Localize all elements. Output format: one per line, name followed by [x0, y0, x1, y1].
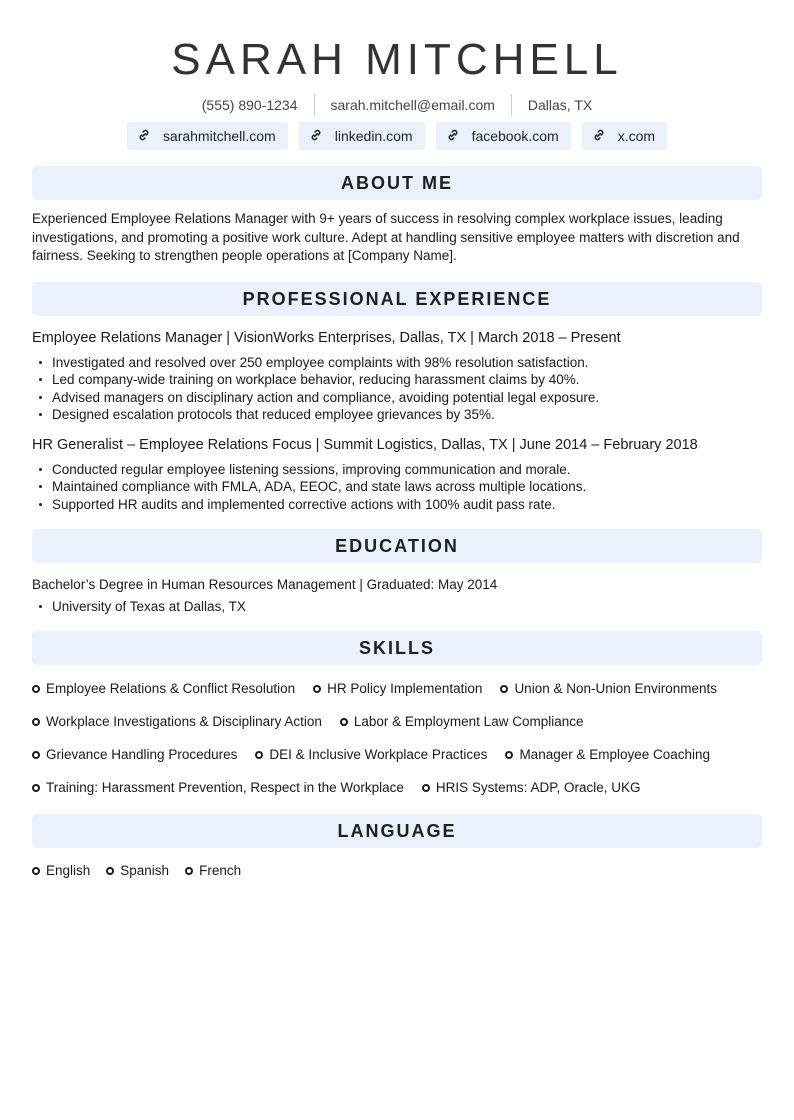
experience-heading: PROFESSIONAL EXPERIENCE: [32, 282, 762, 316]
list-item: Led company-wide training on workplace behavior, reducing harassment claims by 40%.: [32, 371, 762, 389]
skills-row: [32, 679, 762, 699]
skill-item: Manager & Employee Coaching: [505, 747, 710, 762]
links-row: [32, 122, 762, 150]
language-item: English: [32, 863, 90, 878]
skill-item: Employee Relations & Conflict Resolution: [32, 681, 295, 696]
link-icon: [446, 128, 460, 145]
job-bullets: [32, 461, 762, 514]
degree: Bachelor’s Degree in Human Resources Management | Graduated: May 2014: [32, 577, 498, 592]
job-title: Employee Relations Manager | VisionWorks Enterprises, Dallas, TX | March 2018 – Present: [32, 329, 621, 346]
list-item: University of Texas at Dallas, TX: [32, 598, 762, 616]
language-heading: LANGUAGE: [32, 814, 762, 848]
education-bullets: [32, 598, 762, 616]
skill-item: Labor & Employment Law Compliance: [340, 714, 584, 729]
link-label: x.com: [617, 128, 656, 144]
list-item: Supported HR audits and implemented corrective actions with 100% audit pass rate.: [32, 496, 762, 514]
list-item: Maintained compliance with FMLA, ADA, EEOC, and state laws across multiple locations.: [32, 478, 762, 496]
skills-row: [32, 778, 762, 798]
circle-bullet-icon: [32, 718, 40, 726]
email: sarah.mitchell@email.com: [330, 97, 495, 113]
link-icon: [137, 128, 151, 145]
link-linkedin[interactable]: [299, 122, 425, 150]
circle-bullet-icon: [185, 867, 193, 875]
about-heading: ABOUT ME: [32, 166, 762, 200]
skill-item: DEI & Inclusive Workplace Practices: [255, 747, 487, 762]
circle-bullet-icon: [505, 751, 513, 759]
list-item: Advised managers on disciplinary action and compliance, avoiding potential legal exposure.: [32, 389, 762, 407]
circle-bullet-icon: [32, 784, 40, 792]
skills-list: [32, 679, 762, 798]
candidate-name: SARAH MITCHELL: [171, 35, 623, 84]
about-text: Experienced Employee Relations Manager with 9+ years of success in resolving complex workplace issues, leading investigations, and promoting a positive work culture. Adept at handling sensitive employee matters with discretion and fairness. Seeking to strengthen people operations at [Company Name].: [32, 211, 740, 263]
job-title: HR Generalist – Employee Relations Focus | Summit Logistics, Dallas, TX | June 2014 – February 2018: [32, 436, 698, 453]
circle-bullet-icon: [32, 751, 40, 759]
link-icon: [592, 128, 606, 145]
list-item: Designed escalation protocols that reduced employee grievances by 35%.: [32, 406, 762, 424]
link-website[interactable]: [127, 122, 288, 150]
skills-row: [32, 712, 762, 732]
link-label: sarahmitchell.com: [162, 128, 276, 144]
circle-bullet-icon: [32, 867, 40, 875]
skill-item: HRIS Systems: ADP, Oracle, UKG: [422, 780, 641, 795]
skill-item: HR Policy Implementation: [313, 681, 482, 696]
location: Dallas, TX: [527, 97, 593, 113]
list-item: Investigated and resolved over 250 employee complaints with 98% resolution satisfaction.: [32, 354, 762, 372]
link-icon: [309, 128, 323, 145]
skills-row: [32, 745, 762, 765]
link-x[interactable]: [582, 122, 667, 150]
skill-item: Workplace Investigations & Disciplinary Action: [32, 714, 322, 729]
list-item: Conducted regular employee listening sessions, improving communication and morale.: [32, 461, 762, 479]
link-label: linkedin.com: [334, 128, 413, 144]
circle-bullet-icon: [340, 718, 348, 726]
skill-item: Grievance Handling Procedures: [32, 747, 237, 762]
circle-bullet-icon: [106, 867, 114, 875]
education-heading: EDUCATION: [32, 529, 762, 563]
circle-bullet-icon: [500, 685, 508, 693]
language-item: Spanish: [106, 863, 169, 878]
link-label: facebook.com: [471, 128, 559, 144]
skill-item: Training: Harassment Prevention, Respect in the Workplace: [32, 780, 404, 795]
phone: (555) 890-1234: [201, 97, 298, 113]
skill-item: Union & Non-Union Environments: [500, 681, 717, 696]
circle-bullet-icon: [32, 685, 40, 693]
language-list: [32, 861, 762, 881]
job-bullets: [32, 354, 762, 424]
circle-bullet-icon: [422, 784, 430, 792]
circle-bullet-icon: [255, 751, 263, 759]
circle-bullet-icon: [313, 685, 321, 693]
contact-row: [32, 94, 762, 116]
link-facebook[interactable]: [436, 122, 571, 150]
language-item: French: [185, 863, 241, 878]
skills-heading: SKILLS: [32, 631, 762, 665]
